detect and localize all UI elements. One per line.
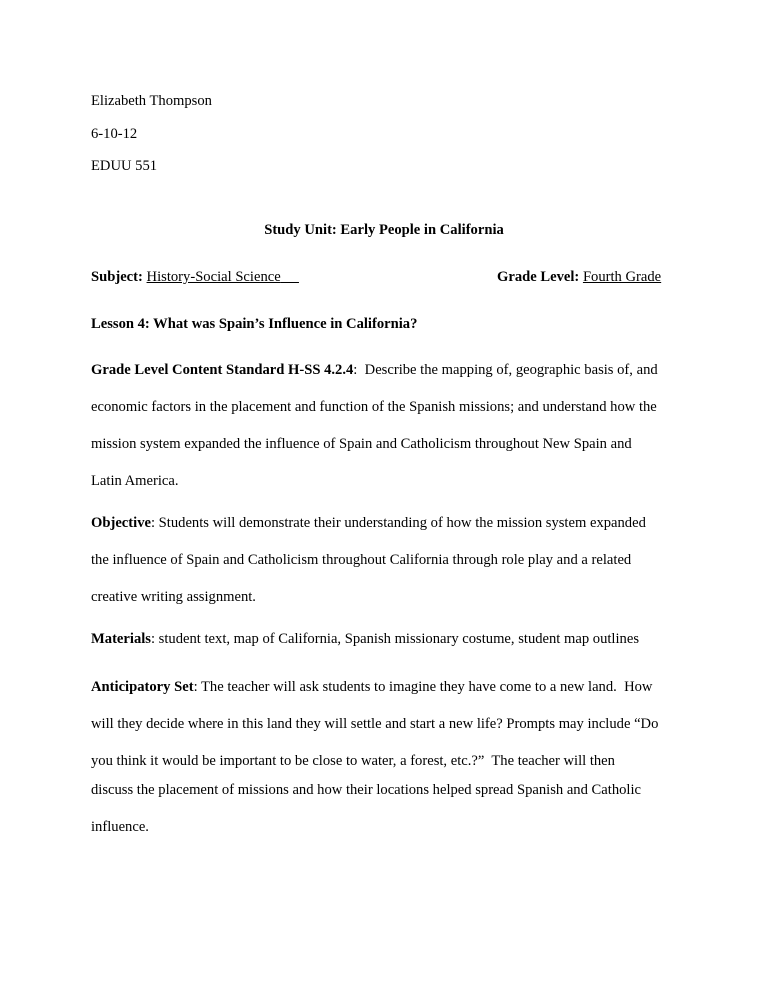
- standard-line-3: mission system expanded the influence of Spain and Catholicism throughout New Spain and: [91, 436, 632, 452]
- anticipatory-line-3: you think it would be important to be close to water, a forest, etc.?” The teacher will then: [91, 753, 615, 769]
- anticipatory-line-4: discuss the placement of missions and how their locations helped spread Spanish and Catholic: [91, 782, 641, 798]
- subject-value: History-Social Science: [146, 269, 281, 285]
- anticipatory-line-5: influence.: [91, 819, 149, 835]
- standard-line-4: Latin America.: [91, 473, 179, 489]
- objective-label: Objective: [91, 515, 151, 531]
- study-unit-title: Study Unit: Early People in California: [264, 222, 504, 238]
- standard-line-1: Grade Level Content Standard H-SS 4.2.4: Describe the mapping of, geographic basis of, and: [91, 362, 658, 378]
- anticipatory-label: Anticipatory Set: [91, 679, 194, 695]
- standard-line-2: economic factors in the placement and function of the Spanish missions; and understand how the: [91, 399, 657, 415]
- materials-line: Materials: student text, map of California, Spanish missionary costume, student map outlines: [91, 631, 639, 647]
- anticipatory-line-1: Anticipatory Set: The teacher will ask students to imagine they have come to a new land. How: [91, 679, 653, 695]
- materials-label: Materials: [91, 631, 151, 647]
- subject-label: Subject:: [91, 269, 143, 285]
- objective-line-3: creative writing assignment.: [91, 589, 256, 605]
- lesson-heading: Lesson 4: What was Spain’s Influence in California?: [91, 316, 418, 332]
- anticipatory-line-2: will they decide where in this land they will settle and start a new life? Prompts may include “Do: [91, 716, 659, 732]
- standard-label: Grade Level Content Standard H-SS 4.2.4: [91, 362, 354, 378]
- grade-value: Fourth Grade: [582, 269, 662, 285]
- objective-line-1: Objective: Students will demonstrate their understanding of how the mission system expanded: [91, 515, 646, 531]
- grade-line: [497, 268, 661, 286]
- course-code: EDUU 551: [91, 158, 158, 174]
- subject-line: [91, 268, 299, 286]
- author-name: Elizabeth Thompson: [91, 93, 212, 109]
- objective-line-2: the influence of Spain and Catholicism throughout California through role play and a related: [91, 552, 632, 568]
- grade-label: Grade Level:: [497, 269, 580, 285]
- document-date: 6-10-12: [91, 126, 138, 142]
